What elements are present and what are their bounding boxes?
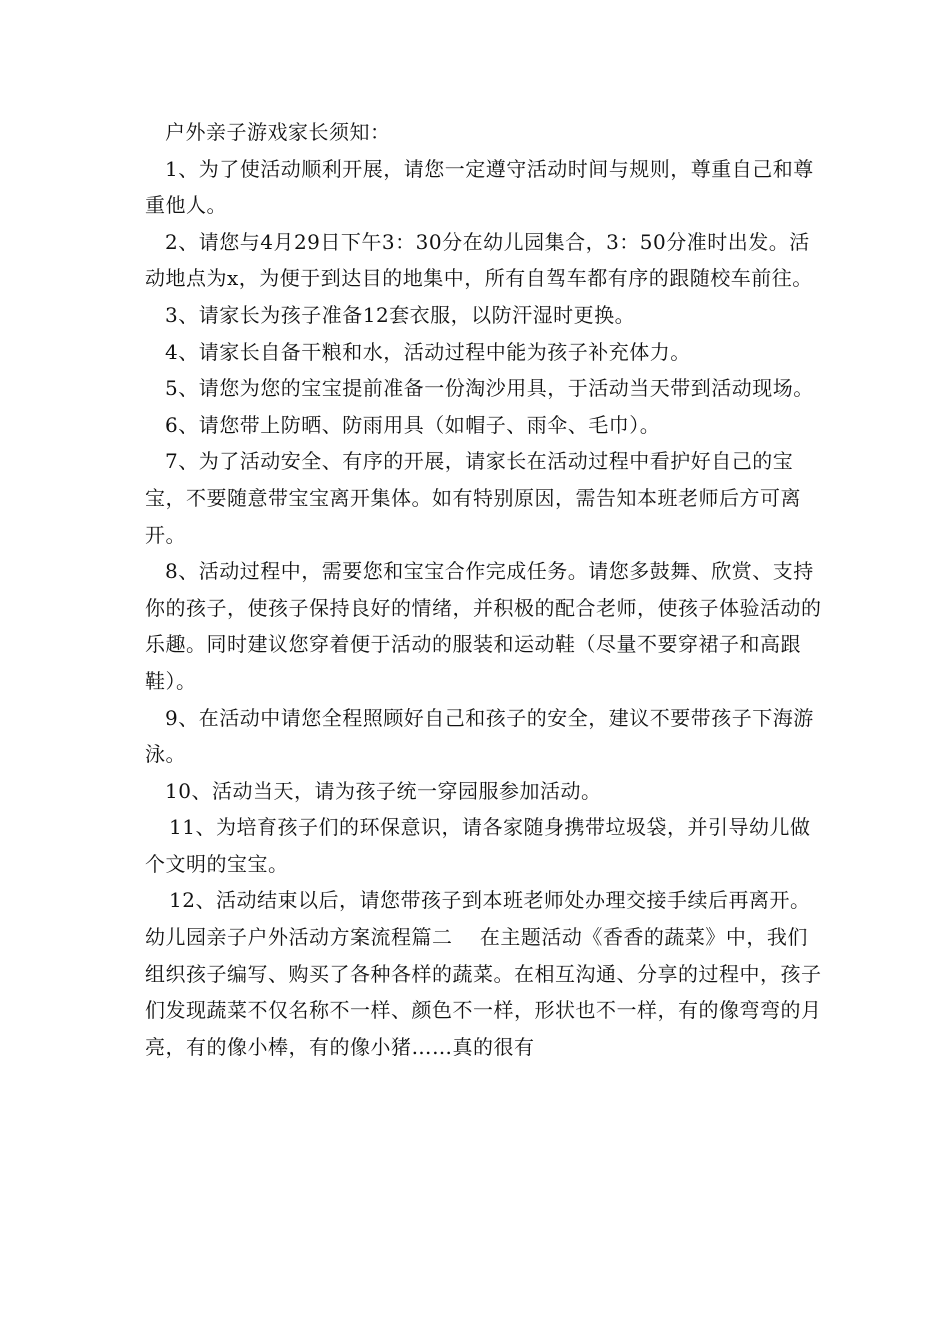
notice-title: 户外亲子游戏家长须知： — [165, 120, 391, 144]
document-body — [145, 114, 825, 1065]
notice-item-6: 6、请您带上防晒、防雨用具（如帽子、雨伞、毛巾）。 — [165, 412, 661, 437]
notice-item-2: 2、请您与4月29日下午3：30分在幼儿园集合，3：50分准时出发。活动地点为x，为便于到达目的地集中，所有自驾车都有序的跟随校车前往。 — [145, 229, 813, 291]
notice-item-9: 9、在活动中请您全程照顾好自己和孩子的安全，建议不要带孩子下海游泳。 — [145, 705, 814, 767]
notice-item-8: 8、活动过程中，需要您和宝宝合作完成任务。请您多鼓舞、欣赏、支持你的孩子，使孩子保持良好的情绪，并积极的配合老师，使孩子体验活动的乐趣。同时建议您穿着便于活动的服装和运动鞋（尽量不要穿裙子和高跟鞋）。 — [145, 559, 822, 693]
section-two-paragraph: 幼儿园亲子户外活动方案流程篇二 在主题活动《香香的蔬菜》中，我们组织孩子编写、购买了各种各样的蔬菜。在相互沟通、分享的过程中，孩子们发现蔬菜不仅名称不一样、颜色不一样，形状也不一样，有的像弯弯的月亮，有的像小棒，有的像小猪……真的很有 — [145, 925, 822, 1059]
notice-item-5: 5、请您为您的宝宝提前准备一份淘沙用具，于活动当天带到活动现场。 — [165, 376, 814, 401]
notice-item-10: 10、活动当天，请为孩子统一穿园服参加活动。 — [165, 778, 602, 803]
notice-item-11: 11、为培育孩子们的环保意识，请各家随身携带垃圾袋，并引导幼儿做个文明的宝宝。 — [145, 815, 811, 876]
notice-item-7: 7、为了活动安全、有序的开展，请家长在活动过程中看护好自己的宝宝，不要随意带宝宝离开集体。如有特别原因，需告知本班老师后方可离开。 — [145, 449, 801, 547]
notice-item-1: 1、为了使活动顺利开展，请您一定遵守活动时间与规则，尊重自己和尊重他人。 — [145, 156, 814, 218]
notice-item-12: 12、活动结束以后，请您带孩子到本班老师处办理交接手续后再离开。 — [169, 888, 811, 913]
notice-item-4: 4、请家长自备干粮和水，活动过程中能为孩子补充体力。 — [165, 339, 691, 364]
notice-item-3: 3、请家长为孩子准备12套衣服，以防汗湿时更换。 — [165, 302, 636, 327]
